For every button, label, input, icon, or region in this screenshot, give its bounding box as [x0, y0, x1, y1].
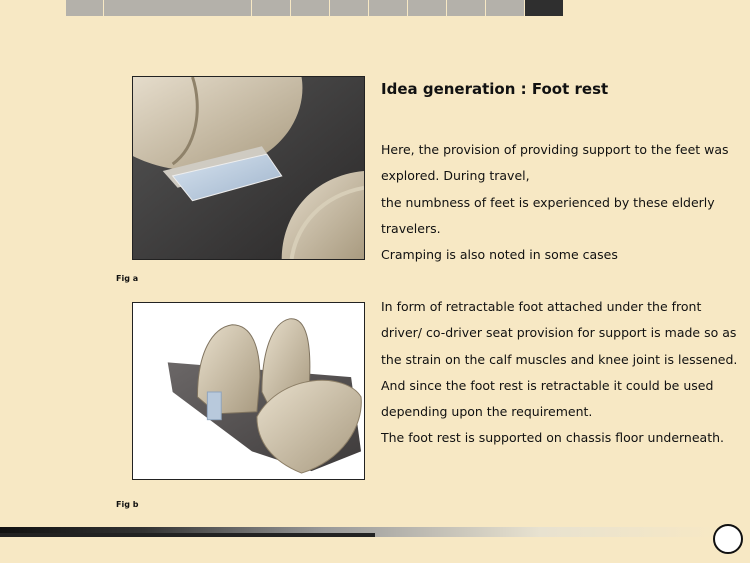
progress-segment-current[interactable] — [525, 0, 564, 16]
next-slide-circle-button[interactable] — [713, 524, 743, 554]
paragraph-feet-support — [381, 137, 731, 268]
progress-segment[interactable] — [291, 0, 330, 16]
progress-segment[interactable] — [369, 0, 408, 16]
paragraph-line: Cramping is also noted in some cases — [381, 247, 618, 263]
paragraph-line: And since the foot rest is retractable it could be used — [381, 377, 714, 393]
figure-b-image — [132, 302, 365, 480]
slide-progress-bar — [66, 0, 564, 16]
footer-dark-stripe — [0, 533, 375, 537]
paragraph-line: In form of retractable foot attached under the front — [381, 299, 702, 314]
paragraph-line: explored. During travel, — [381, 168, 530, 184]
progress-segment[interactable] — [104, 0, 252, 16]
paragraph-line: depending upon the requirement. — [381, 404, 593, 420]
progress-segment[interactable] — [66, 0, 104, 16]
paragraph-retractable-foot — [381, 294, 738, 452]
progress-segment[interactable] — [330, 0, 369, 16]
figure-a-image — [132, 76, 365, 260]
paragraph-line: the numbness of feet is experienced by these elderly — [381, 194, 715, 210]
paragraph-line: Here, the provision of providing support to the feet was — [381, 142, 729, 157]
slide-title: Idea generation : Foot rest — [381, 80, 609, 98]
paragraph-line: driver/ co-driver seat provision for support is made so as — [381, 325, 737, 341]
paragraph-line: the strain on the calf muscles and knee joint is lessened. — [381, 351, 738, 367]
progress-segment[interactable] — [252, 0, 291, 16]
paragraph-line: The foot rest is supported on chassis floor underneath. — [381, 430, 725, 446]
progress-segment[interactable] — [447, 0, 486, 16]
figure-a-caption: Fig a — [116, 274, 139, 283]
progress-segment[interactable] — [486, 0, 525, 16]
paragraph-line: travelers. — [381, 220, 441, 236]
progress-segment[interactable] — [408, 0, 447, 16]
figure-b-caption: Fig b — [116, 500, 139, 509]
